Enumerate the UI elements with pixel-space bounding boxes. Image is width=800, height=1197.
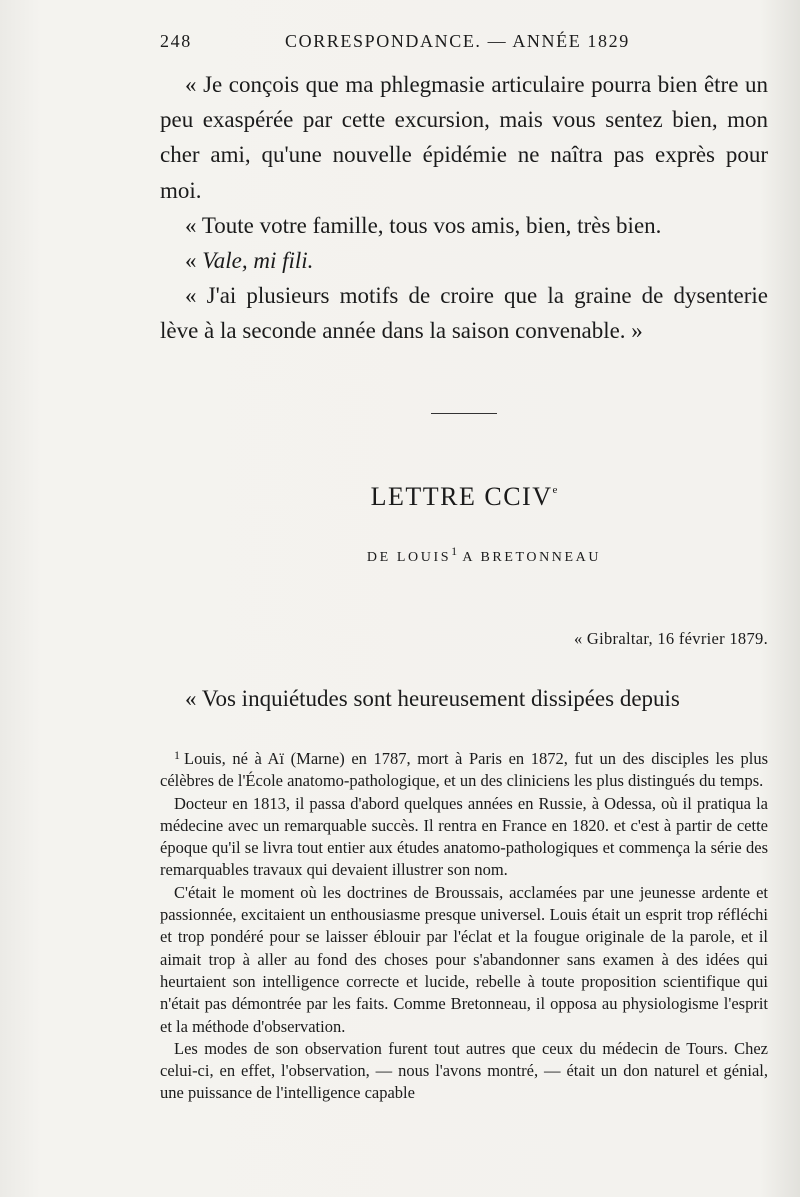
sender-prefix: DE LOUIS [366, 550, 452, 565]
footnote-reference: 1 [451, 544, 458, 558]
body-paragraph: « Vos inquiétudes sont heureusement dissipées depuis [185, 686, 680, 711]
body-paragraph: « J'ai plusieurs motifs de croire que la graine de dysenterie lève à la seconde année dans la saison convenable. » [160, 283, 768, 344]
section-divider [431, 413, 497, 414]
salutation-quote: « [185, 248, 203, 274]
footnote-paragraph: C'était le moment où les doctrines de Broussais, acclamées par une jeunesse ardente et passionnée, excitaient un enthousiasme presque universel. Louis était un esprit trop réfléchi et trop pondéré pour se laisser éblouir par l'éclat et la fougue originale de la parole, et il aimait trop à aller au fond des choses pour s'abandonner sans examen à des idées qui heurtaient son intelligence correcte et lucide, rebelle à toute proposition scientifique qui n'était pas démontrée par les faits. Comme Bretonneau, il opposa au physiologisme l'esprit et la méthode d'observation. [160, 882, 768, 1036]
letter-body-continued [160, 67, 768, 349]
footnotes [160, 744, 768, 1105]
letter-title-superscript: e [552, 484, 558, 496]
letter-title [160, 482, 768, 512]
footnote-paragraph: Les modes de son observation furent tout autres que ceux du médecin de Tours. Chez celui-ci, en effet, l'observation, — nous l'avons montré, — était un don naturel et génial, une puissance de l'intelligence capable [160, 1038, 768, 1103]
recipient-suffix: A BRETONNEAU [462, 550, 602, 565]
body-paragraph: « Je conçois que ma phlegmasie articulaire pourra bien être un peu exaspérée par cette excursion, mais vous sentez bien, mon cher ami, qu'une nouvelle épidémie ne naîtra pas exprès pour moi. [160, 72, 768, 203]
footnote-text: Louis, né à Aï (Marne) en 1787, mort à Paris en 1872, fut un des disciples les plus célèbres de l'École anatomo-pathologique, et un des cliniciens les plus distingués du temps. [160, 749, 768, 791]
letter-dateline: « Gibraltar, 16 février 1879. [573, 629, 768, 648]
running-header [160, 31, 768, 57]
body-paragraph: « Toute votre famille, tous vos amis, bien, très bien. [185, 212, 662, 238]
footnote-marker: 1 [174, 748, 180, 762]
letter-sender-recipient [160, 544, 768, 566]
page-number: 248 [160, 31, 192, 51]
closing-salutation [160, 243, 768, 278]
letter-opening [160, 681, 768, 716]
running-title: CORRESPONDANCE. — ANNÉE 1829 [285, 31, 630, 51]
letter-title-text: LETTRE CCIV [370, 482, 553, 511]
footnote-paragraph: Docteur en 1813, il passa d'abord quelques années en Russie, à Odessa, où il pratiqua la médecine avec un remarquable succès. Il rentra en France en 1820. et c'est à partir de cette époque qu'il se livra tout entier aux études anatomo-pathologiques et commença la série des remarquables travaux qui devaient illustrer son nom. [160, 793, 768, 880]
salutation-italic: Vale, mi fili. [202, 248, 314, 274]
footnote-paragraph [160, 744, 768, 793]
